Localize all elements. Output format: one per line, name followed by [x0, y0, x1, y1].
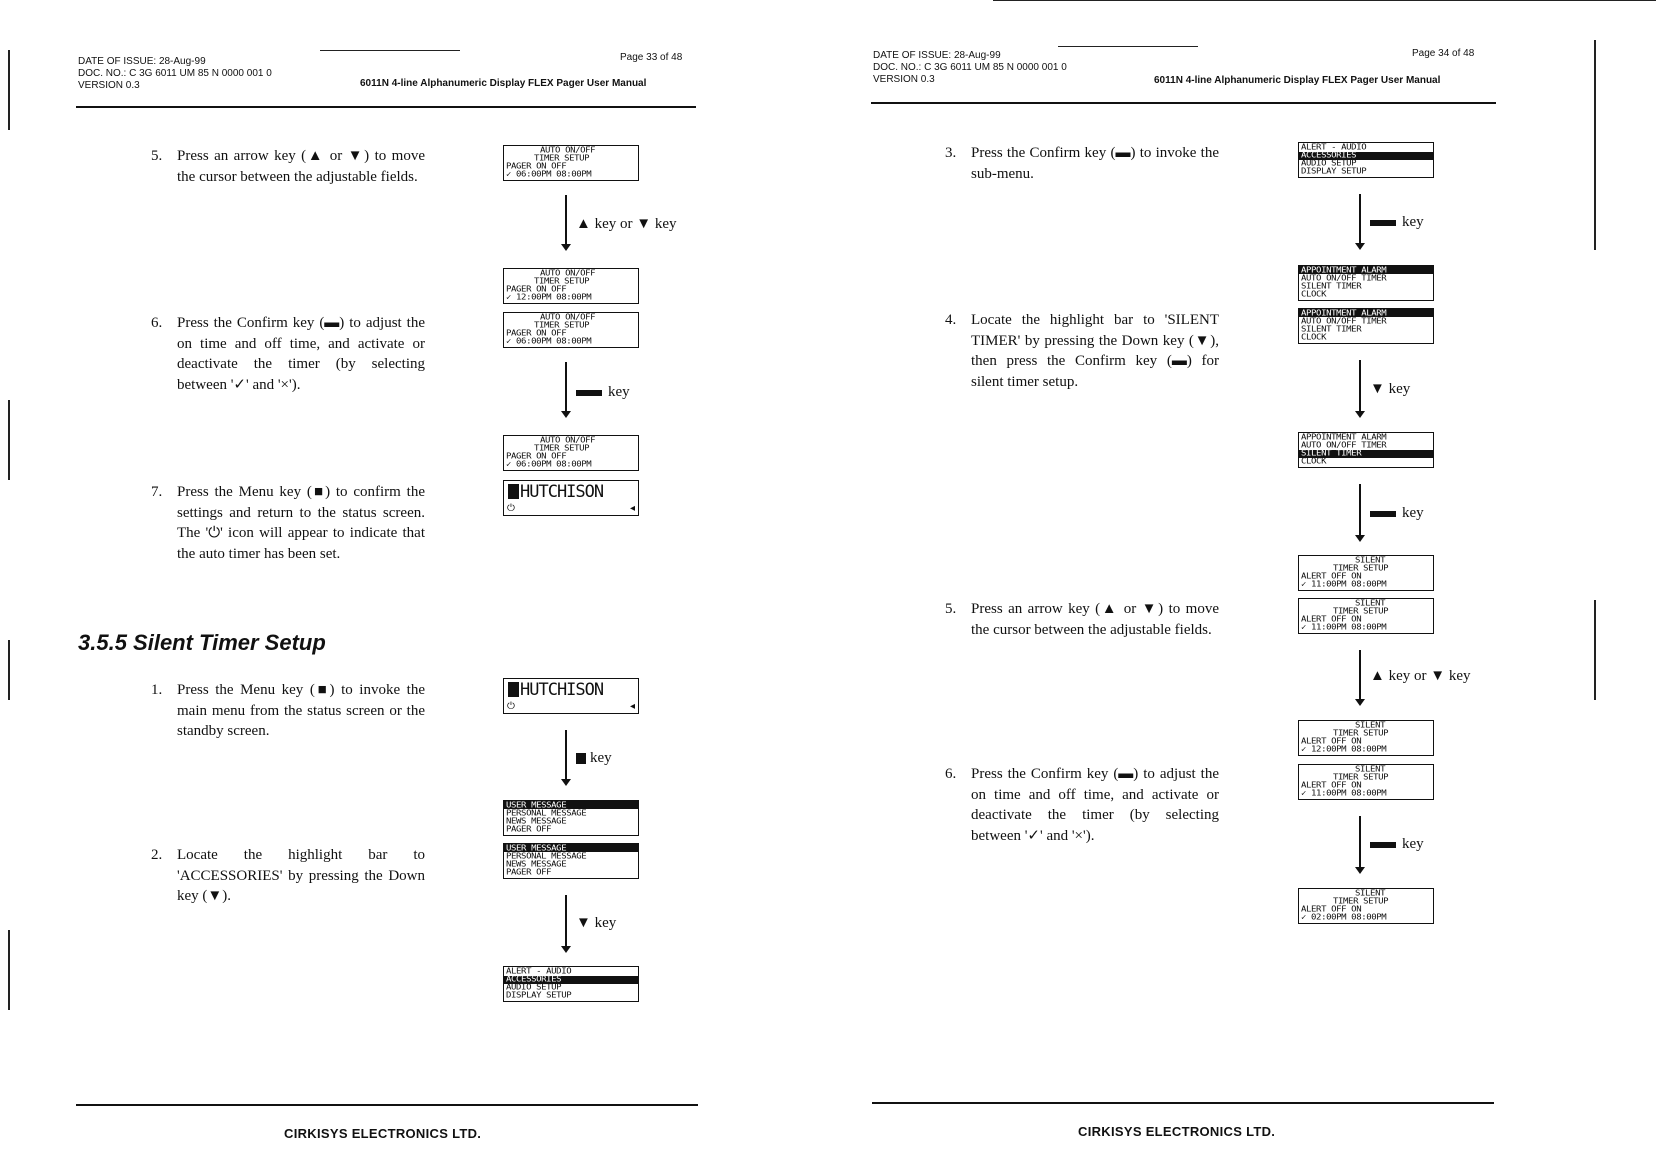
- lcd-accessories-menu: [1298, 142, 1434, 178]
- lcd-line: AUTO ON/OFF TIMER: [1301, 317, 1387, 327]
- lcd-line: USER MESSAGE: [506, 801, 567, 811]
- step-2: [151, 845, 425, 907]
- lcd-silent-timer: [1298, 888, 1434, 924]
- lcd-line: ✓ 06:00PM 08:00PM: [506, 460, 592, 470]
- lcd-line: ACCESSORIES: [506, 975, 562, 985]
- page-34: [828, 0, 1656, 1174]
- lcd-auto-timer: [503, 312, 639, 348]
- scan-margin-mark: [8, 930, 10, 1010]
- arrow-label: [576, 384, 630, 401]
- lcd-line: PAGER OFF: [506, 825, 552, 835]
- lcd-line: SILENT TIMER: [1301, 282, 1362, 292]
- lcd-line: ALERT OFF ON: [1301, 572, 1362, 582]
- manual-title: 6011N 4-line Alphanumeric Display FLEX Pager User Manual: [1154, 75, 1441, 86]
- arrow-label: [1370, 505, 1424, 522]
- lcd-line: TIMER SETUP: [534, 277, 590, 287]
- step-5: [945, 599, 1219, 640]
- lcd-auto-timer: [503, 268, 639, 304]
- top-edge-rule: [993, 0, 1656, 1]
- lcd-line: DISPLAY SETUP: [506, 991, 572, 1001]
- lcd-line: CLOCK: [1301, 333, 1327, 343]
- footer-rule: [76, 1104, 698, 1106]
- lcd-line: ALERT OFF ON: [1301, 737, 1362, 747]
- lcd-line: ALERT OFF ON: [1301, 781, 1362, 791]
- confirm-key-icon: [576, 390, 602, 396]
- flow-arrow: [1359, 816, 1361, 868]
- lcd-line: ALERT - AUDIO: [506, 967, 572, 977]
- lcd-silent-timer: [1298, 764, 1434, 800]
- lcd-line: CLOCK: [1301, 457, 1327, 467]
- speaker-icon: ◂: [629, 701, 635, 712]
- menu-key-icon: [576, 753, 586, 764]
- step-4: [945, 310, 1219, 392]
- lcd-line: AUTO ON/OFF: [540, 269, 596, 279]
- step-number: 5.: [151, 148, 163, 164]
- step-number: 5.: [945, 601, 957, 617]
- lcd-line: AUTO ON/OFF: [540, 146, 596, 156]
- step-number: 7.: [151, 484, 163, 500]
- lcd-line: AUTO ON/OFF: [540, 313, 596, 323]
- lcd-line: PAGER ON OFF: [506, 452, 567, 462]
- confirm-key-icon: [1370, 220, 1396, 226]
- lcd-line: ✓ 12:00PM 08:00PM: [1301, 745, 1387, 755]
- lcd-line: AUTO ON/OFF TIMER: [1301, 441, 1387, 451]
- arrow-label-text: key: [1402, 214, 1424, 230]
- lcd-main-menu: [503, 800, 639, 836]
- arrow-label-text: key: [608, 384, 630, 400]
- scan-margin-mark: [8, 50, 10, 130]
- arrow-label: ▲ key or ▼ key: [576, 216, 677, 232]
- step-text: Locate the highlight bar to 'SILENT TIMER' by pressing the Down key (▼), then press the Confirm key (▬) for silent timer setup.: [971, 312, 1219, 390]
- step-number: 1.: [151, 682, 163, 698]
- lcd-line: ✓ 06:00PM 08:00PM: [506, 170, 592, 180]
- step-text: Press the Confirm key (▬) to adjust the on time and off time, and activate or deactivate the timer (by selecting between '✓' and '×').: [971, 766, 1219, 844]
- lcd-line: AUDIO SETUP: [1301, 159, 1357, 169]
- lcd-line: TIMER SETUP: [534, 154, 590, 164]
- arrow-label: ▲ key or ▼ key: [1370, 668, 1471, 684]
- lcd-line: TIMER SETUP: [534, 444, 590, 454]
- header-dash: [320, 50, 460, 51]
- flow-arrow: [565, 895, 567, 947]
- arrow-label: ▼ key: [576, 915, 617, 931]
- step-text: Press the Menu key (■) to invoke the main menu from the status screen or the standby screen.: [177, 682, 425, 739]
- doc-number: DOC. NO.: C 3G 6011 UM 85 N 0000 001 0: [78, 68, 272, 79]
- doc-header-info: [873, 50, 1067, 86]
- lcd-line: NEWS MESSAGE: [506, 860, 567, 870]
- arrow-label: [1370, 836, 1424, 853]
- lcd-line: TIMER SETUP: [1333, 564, 1389, 574]
- lcd-line: ALERT - AUDIO: [1301, 143, 1367, 153]
- header-rule: [871, 102, 1496, 104]
- flow-arrow: [1359, 484, 1361, 536]
- step-text: Press an arrow key (▲ or ▼) to move the cursor between the adjustable fields.: [971, 601, 1219, 638]
- lcd-line: USER MESSAGE: [506, 844, 567, 854]
- step-7: [151, 482, 425, 564]
- scan-margin-mark: [8, 640, 10, 700]
- menu-block-icon: [508, 484, 519, 499]
- lcd-line: ACCESSORIES: [1301, 151, 1357, 161]
- lcd-line: APPOINTMENT ALARM: [1301, 266, 1387, 276]
- lcd-line: SILENT TIMER: [1301, 325, 1362, 335]
- step-text: Locate the highlight bar to 'ACCESSORIES' by pressing the Down key (▼).: [177, 847, 425, 904]
- date-of-issue: DATE OF ISSUE: 28-Aug-99: [78, 56, 206, 67]
- header-dash: [1058, 46, 1198, 47]
- footer-company: CIRKISYS ELECTRONICS LTD.: [1078, 1124, 1276, 1139]
- arrow-label: [576, 750, 612, 767]
- lcd-line: APPOINTMENT ALARM: [1301, 433, 1387, 443]
- confirm-key-icon: [1370, 842, 1396, 848]
- speaker-icon: ◂: [629, 503, 635, 514]
- lcd-line: CLOCK: [1301, 290, 1327, 300]
- footer-company: CIRKISYS ELECTRONICS LTD.: [284, 1126, 482, 1141]
- lcd-line: ✓ 11:00PM 08:00PM: [1301, 623, 1387, 633]
- step-text: Press the Confirm key (▬) to adjust the on time and off time, and activate or deactivate the timer (by selecting between '✓' and '×').: [177, 315, 425, 393]
- step-5: [151, 146, 425, 187]
- flow-arrow: [565, 362, 567, 412]
- step-text: Press an arrow key (▲ or ▼) to move the cursor between the adjustable fields.: [177, 148, 425, 185]
- arrow-label: [1370, 214, 1424, 231]
- lcd-auto-timer: [503, 145, 639, 181]
- lcd-line: PAGER ON OFF: [506, 285, 567, 295]
- lcd-line: AUTO ON/OFF: [540, 436, 596, 446]
- flow-arrow: [1359, 650, 1361, 700]
- lcd-line: SILENT: [1355, 721, 1386, 731]
- lcd-line: ✓ 11:00PM 08:00PM: [1301, 789, 1387, 799]
- lcd-status-screen: [503, 480, 639, 516]
- lcd-line: APPOINTMENT ALARM: [1301, 309, 1387, 319]
- step-number: 6.: [945, 766, 957, 782]
- lcd-line: SILENT TIMER: [1301, 449, 1362, 459]
- power-icon: ⏻: [507, 701, 515, 712]
- step-6: [151, 313, 425, 395]
- step-text: Press the Confirm key (▬) to invoke the sub-menu.: [971, 145, 1219, 182]
- section-title: 3.5.5 Silent Timer Setup: [78, 630, 326, 655]
- lcd-sub-menu: [1298, 265, 1434, 301]
- lcd-line: AUTO ON/OFF TIMER: [1301, 274, 1387, 284]
- arrow-label-text: key: [1402, 505, 1424, 521]
- date-of-issue: DATE OF ISSUE: 28-Aug-99: [873, 50, 1001, 61]
- lcd-line: ALERT OFF ON: [1301, 615, 1362, 625]
- lcd-line: PAGER OFF: [506, 868, 552, 878]
- step-number: 2.: [151, 847, 163, 863]
- brand-name: HUTCHISON: [520, 680, 604, 700]
- lcd-line: ✓ 12:00PM 08:00PM: [506, 293, 592, 303]
- step-number: 4.: [945, 312, 957, 328]
- footer-rule: [872, 1102, 1494, 1104]
- step-3: [945, 143, 1219, 184]
- manual-title: 6011N 4-line Alphanumeric Display FLEX Pager User Manual: [360, 78, 647, 89]
- lcd-line: SILENT: [1355, 889, 1386, 899]
- arrow-label-text: key: [590, 750, 612, 766]
- lcd-line: SILENT: [1355, 556, 1386, 566]
- doc-number: DOC. NO.: C 3G 6011 UM 85 N 0000 001 0: [873, 62, 1067, 73]
- header-rule: [76, 106, 696, 108]
- page-number: Page 33 of 48: [620, 52, 683, 63]
- lcd-sub-menu: [1298, 432, 1434, 468]
- lcd-line: TIMER SETUP: [1333, 773, 1389, 783]
- arrow-label: ▼ key: [1370, 381, 1411, 397]
- lcd-line: TIMER SETUP: [534, 321, 590, 331]
- menu-block-icon: [508, 682, 519, 697]
- step-6: [945, 764, 1219, 846]
- flow-arrow: [565, 730, 567, 780]
- lcd-accessories-menu: [503, 966, 639, 1002]
- scan-margin-mark: [1594, 600, 1596, 700]
- power-icon: ⏻: [507, 503, 515, 514]
- lcd-sub-menu: [1298, 308, 1434, 344]
- step-number: 6.: [151, 315, 163, 331]
- lcd-line: PERSONAL MESSAGE: [506, 852, 587, 862]
- doc-header-info: [78, 56, 272, 92]
- lcd-line: PAGER ON OFF: [506, 329, 567, 339]
- lcd-line: PERSONAL MESSAGE: [506, 809, 587, 819]
- flow-arrow: [1359, 194, 1361, 244]
- lcd-line: ✓ 11:00PM 08:00PM: [1301, 580, 1387, 590]
- brand-name: HUTCHISON: [520, 482, 604, 502]
- lcd-silent-timer: [1298, 555, 1434, 591]
- version: VERSION 0.3: [873, 74, 935, 85]
- lcd-line: TIMER SETUP: [1333, 607, 1389, 617]
- lcd-auto-timer: [503, 435, 639, 471]
- version: VERSION 0.3: [78, 80, 140, 91]
- scan-margin-mark: [8, 400, 10, 480]
- lcd-line: AUDIO SETUP: [506, 983, 562, 993]
- step-text: Press the Menu key (■) to confirm the settings and return to the status screen. The '⏻' icon will appear to indicate that the auto timer has been set.: [177, 484, 425, 562]
- lcd-line: SILENT: [1355, 765, 1386, 775]
- lcd-line: NEWS MESSAGE: [506, 817, 567, 827]
- lcd-status-screen: [503, 678, 639, 714]
- flow-arrow: [1359, 360, 1361, 412]
- lcd-main-menu: [503, 843, 639, 879]
- page-number: Page 34 of 48: [1412, 48, 1475, 59]
- lcd-silent-timer: [1298, 598, 1434, 634]
- lcd-line: TIMER SETUP: [1333, 897, 1389, 907]
- arrow-label-text: key: [1402, 836, 1424, 852]
- lcd-line: PAGER ON OFF: [506, 162, 567, 172]
- lcd-line: SILENT: [1355, 599, 1386, 609]
- lcd-line: ✓ 02:00PM 08:00PM: [1301, 913, 1387, 923]
- confirm-key-icon: [1370, 511, 1396, 517]
- lcd-silent-timer: [1298, 720, 1434, 756]
- flow-arrow: [565, 195, 567, 245]
- lcd-line: ALERT OFF ON: [1301, 905, 1362, 915]
- scan-margin-mark: [1594, 40, 1596, 250]
- step-1: [151, 680, 425, 742]
- lcd-line: ✓ 06:00PM 08:00PM: [506, 337, 592, 347]
- lcd-line: TIMER SETUP: [1333, 729, 1389, 739]
- step-number: 3.: [945, 145, 957, 161]
- lcd-line: DISPLAY SETUP: [1301, 167, 1367, 177]
